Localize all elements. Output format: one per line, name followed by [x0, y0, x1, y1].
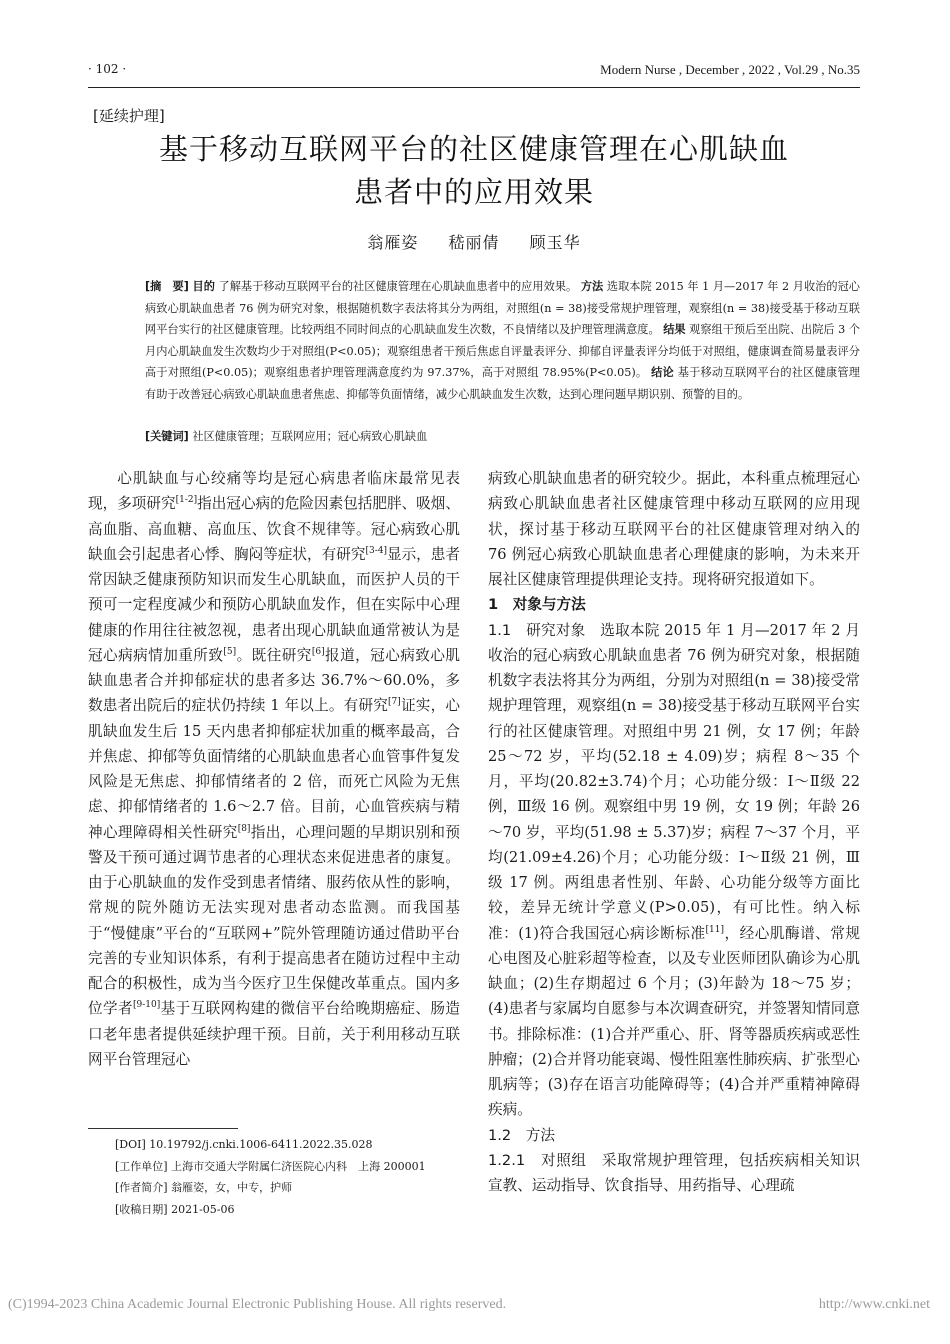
author-list — [88, 230, 860, 253]
citation-ref: [1-2] — [175, 495, 198, 506]
text-run: 。既往研究 — [236, 646, 312, 664]
copyright-footer — [8, 1297, 942, 1313]
author-2: 嵇丽倩 — [448, 233, 500, 252]
footnote-unit: [工作单位] 上海市交通大学附属仁济医院心内科 上海 200001 — [115, 1159, 426, 1173]
method-label: 方法 — [580, 280, 604, 293]
keywords-label: [关键词] — [145, 430, 189, 443]
text-run: 证实，心肌缺血发生后 15 天内患者抑郁症状加重的概率最高，合并焦虑、抑郁等负面情绪的心肌缺血患者心血管事件复发风险是无焦虑、抑郁情绪者的 2 倍，而死亡风险为无焦虑、抑郁情绪者的 1.6～2.7 倍。目前，心血管疾病与精神心理障碍相关性研究 — [88, 697, 460, 841]
citation-ref: [5] — [223, 646, 237, 657]
column-tag: [延续护理] — [93, 107, 165, 125]
intro-continued: 病致心肌缺血患者的研究较少。据此，本科重点梳理冠心病致心肌缺血患者社区健康管理中移动互联网的应用现状，探讨基于移动互联网平台的社区健康管理对纳入的 76 例冠心病致心肌缺血患者心理健康的影响，为未来开展社区健康管理提供理论支持。现将研究报道如下。 — [488, 470, 860, 588]
text-run: 心肌缺血与心绞痛等均是冠心病患者临床最常见表现，多项研究 — [88, 470, 460, 513]
title-line-2: 患者中的应用效果 — [353, 175, 594, 209]
site-url: http://www.cnki.net — [818, 1297, 930, 1312]
abstract — [145, 276, 860, 406]
text-run: 显示，患者常因缺乏健康预防知识而发生心肌缺血，而医护人员的干预可一定程度减少和预防心肌缺血发作，但在实际中心理健康的作用往往被忽视，患者出现心肌缺血通常被认为是冠心病病情加重所致 — [88, 545, 460, 664]
keywords-text: 社区健康管理；互联网应用；冠心病致心肌缺血 — [192, 430, 428, 443]
subsection-1-2-1 — [488, 1148, 860, 1199]
intro-paragraph — [88, 466, 460, 1072]
citation-ref: [3-4] — [365, 545, 387, 556]
footnote-author: [作者简介] 翁雁姿，女，中专，护师 — [115, 1181, 293, 1194]
citation-ref: [8] — [237, 823, 251, 834]
purpose-text: 了解基于移动互联网平台的社区健康管理在心肌缺血患者中的应用效果。 — [218, 280, 578, 293]
purpose-label: 目的 — [192, 280, 215, 293]
method-text: 选取本院 2015 年 1 月—2017 年 2 月收治的冠心病致心肌缺血患者 76 例为研究对象，根据随机数字表法将其分为两组，对照组(n = 38)接受常规护理管理，观察组(n = 38)接受基于移动互联网平台实行的社区健康管理。比较两组不同时间点的心肌缺血发生次数，不良情绪以及护理管理满意度。 — [145, 280, 860, 337]
title-line-1: 基于移动互联网平台的社区健康管理在心肌缺血 — [158, 132, 789, 166]
conclusion-label: 结论 — [651, 366, 674, 380]
text-run: 选取本院 2015 年 1 月—2017 年 2 月收治的冠心病致心肌缺血患者 76 例为研究对象，根据随机数字表法将其分为两组，分别为对照组(n = 38)接受常规护理管理，观察组(n = 38)接受基于移动互联网平台实行的社区健康管理。对照组中男 21 例，女 17 例；年龄 25～72 岁，平均(52.18 ± 4.09)岁；病程 8～35 个月，平均(20.82±3.74)个月；心功能分级：Ⅰ～Ⅱ级 22 例，Ⅲ级 16 例。观察组中男 19 例，女 19 例；年龄 26～70 岁，平均(51.98 ± 5.37)岁；病程 7～37 个月，平均(21.09±4.26)个月；心功能分级：Ⅰ～Ⅱ级 21 例，Ⅲ级 17 例。两组患者性别、年龄、心功能分级等方面比较，差异无统计学意义(P>0.05)，有可比性。纳入标准：(1)符合我国冠心病诊断标准 — [488, 621, 860, 942]
header-rule — [88, 87, 860, 88]
result-text: 观察组干预后至出院、出院后 3 个月内心肌缺血发生次数均少于对照组(P<0.05)；观察组患者干预后焦虑自评量表评分、抑郁自评量表评分均低于对照组，健康调查简易量表评分高于对照组(P<0.05)；观察组患者护理管理满意度约为 97.37%，高于对照组 78.95%(P<0.05)。 — [145, 323, 861, 380]
abstract-label: [摘 要] — [145, 280, 189, 293]
footnote-rule — [88, 1128, 238, 1129]
subsection-heading-1-2: 1.2 方法 — [488, 1126, 555, 1144]
subsection-heading-1-2-1: 1.2.1 对照组 — [488, 1151, 587, 1169]
text-run: ，经心肌酶谱、常规心电图及心脏彩超等检查，以及专业医师团队确诊为心肌缺血；(2)生存期超过 6 个月；(3)年龄为 18～75 岁；(4)患者与家属均自愿参与本次调查研究，并签署知情同意书。排除标准：(1)合并严重心、肝、肾等器质疾病或恶性肿瘤；(2)合并肾功能衰竭、慢性阻塞性肺疾病、扩张型心肌病等；(3)存在语言功能障碍等；(4)合并严重精神障碍疾病。 — [488, 924, 860, 1119]
citation-ref: [6] — [311, 646, 325, 657]
citation-ref: [11] — [705, 924, 725, 935]
citation-ref: [9-10] — [132, 1000, 161, 1011]
text-run: 基于互联网构建的微信平台给晚期癌症、肠造口老年患者提供延续护理干预。目前，关于利用移动互联网平台管理冠心 — [88, 1000, 460, 1068]
footnote-doi: [DOI] 10.19792/j.cnki.1006-6411.2022.35.028 — [115, 1138, 373, 1151]
running-header — [88, 62, 860, 84]
text-run: 指出冠心病的危险因素包括肥胖、吸烟、高血脂、高血糖、高血压、饮食不规律等。冠心病致心肌缺血会引起患者心悸、胸闷等症状，有研究 — [88, 495, 460, 563]
subsection-heading-1-1: 1.1 研究对象 — [488, 621, 586, 639]
body-column-right — [488, 466, 860, 1198]
citation-ref: [7] — [388, 697, 401, 708]
body-column-left — [88, 466, 460, 1072]
text-run: 报道，冠心病致心肌缺血患者合并抑郁症状的患者多达 36.7%～60.0%，多数患者出院后的症状仍持续 1 年以上。有研究 — [88, 646, 460, 715]
text-run: 采取常规护理管理，包括疾病相关知识宣教、运动指导、饮食指导、用药指导、心理疏 — [488, 1151, 860, 1194]
subsection-1-1 — [488, 618, 860, 1123]
page-number: · 102 · — [88, 62, 127, 76]
article-title — [88, 128, 860, 214]
footnote-received: [收稿日期] 2021-05-06 — [115, 1202, 235, 1216]
section-heading-1: 1 对象与方法 — [488, 596, 586, 614]
keywords — [145, 428, 860, 446]
result-label: 结果 — [663, 323, 686, 337]
journal-citation: Modern Nurse , December , 2022 , Vol.29 , No.35 — [600, 62, 860, 77]
text-run: 指出，心理问题的早期识别和预警及干预可通过调节患者的心理状态来促进患者的康复。由于心肌缺血的发作受到患者情绪、服药依从性的影响，常规的院外随访无法实现对患者动态监测。而我国基于“慢健康”平台的“互联网+”院外管理随访通过借助平台完善的专业知识体系，有利于提高患者在随访过程中主动配合的积极性，成为当今医疗卫生保健改革重点。国内多位学者 — [88, 823, 460, 1018]
author-3: 顾玉华 — [529, 233, 581, 252]
author-1: 翁雁姿 — [367, 233, 419, 252]
copyright-text: (C)1994-2023 China Academic Journal Electronic Publishing House. All rights reserved. — [8, 1297, 507, 1312]
footnotes — [115, 1134, 470, 1220]
conclusion-text: 基于移动互联网平台的社区健康管理有助于改善冠心病致心肌缺血患者焦虑、抑郁等负面情绪，减少心肌缺血发生次数，达到心理问题早期识别、预警的目的。 — [145, 366, 860, 401]
